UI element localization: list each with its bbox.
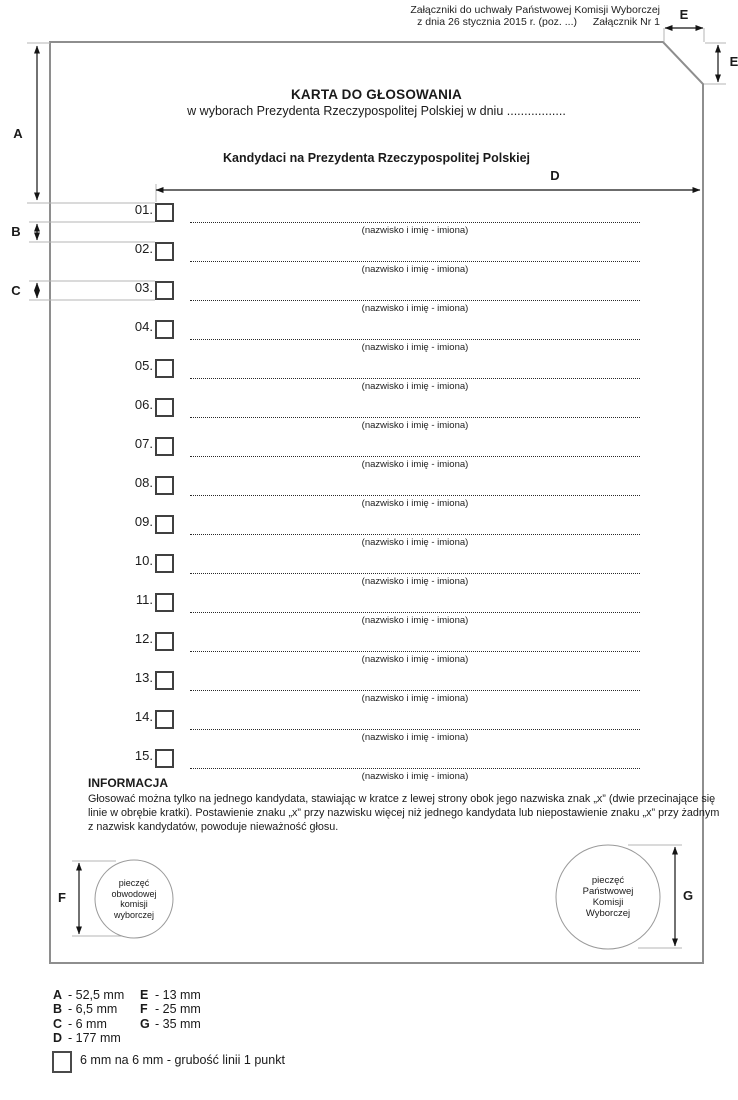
candidate-name-line <box>190 635 640 652</box>
candidate-name-caption: (nazwisko i imię - imiona) <box>361 459 469 470</box>
candidate-checkbox[interactable] <box>155 242 174 261</box>
legend-row <box>140 988 201 1002</box>
candidate-row <box>100 274 645 313</box>
legend-value: - 6,5 mm <box>68 1002 118 1017</box>
dim-label-f: F <box>58 890 66 905</box>
candidate-number: 07. <box>134 436 153 451</box>
candidate-name-line <box>190 245 640 262</box>
legend-value: - 177 mm <box>68 1031 121 1046</box>
candidate-name-line <box>190 518 640 535</box>
candidate-name-caption: (nazwisko i imię - imiona) <box>361 537 469 548</box>
header-note-line2: z dnia 26 stycznia 2015 r. (poz. ...) <box>417 16 577 28</box>
candidate-name-line <box>190 752 640 769</box>
candidate-name-line <box>190 557 640 574</box>
candidate-number: 04. <box>134 319 153 334</box>
ballot-subtitle: w wyborach Prezydenta Rzeczypospolitej Polskiej w dniu ................. <box>187 104 566 118</box>
candidate-checkbox[interactable] <box>155 671 174 690</box>
legend-row <box>53 1002 124 1016</box>
legend-letter: D <box>53 1031 63 1046</box>
stamp-right-text-line: Wyborczej <box>585 908 631 919</box>
candidate-checkbox[interactable] <box>155 437 174 456</box>
candidate-name-caption: (nazwisko i imię - imiona) <box>361 225 469 236</box>
candidate-row <box>100 235 645 274</box>
info-text-line: z nazwisk kandydatów, powoduje nieważność głosu. <box>88 821 339 833</box>
candidate-number: 10. <box>134 553 153 568</box>
candidate-row <box>100 742 645 781</box>
candidate-number: 09. <box>134 514 153 529</box>
legend-box-note: 6 mm na 6 mm - grubość linii 1 punkt <box>80 1053 285 1067</box>
candidate-name-line <box>190 401 640 418</box>
candidate-number: 12. <box>134 631 153 646</box>
candidate-row <box>100 508 645 547</box>
candidate-name-caption: (nazwisko i imię - imiona) <box>361 615 469 626</box>
stamp-left-text-line: pieczęć <box>118 878 150 888</box>
candidate-name-caption: (nazwisko i imię - imiona) <box>361 264 469 275</box>
dim-label-b: B <box>11 224 21 239</box>
dim-label-e-side: E <box>729 54 738 69</box>
candidate-checkbox[interactable] <box>155 359 174 378</box>
dim-label-c: C <box>11 283 21 298</box>
stamp-right-text-line: Komisji <box>592 897 624 908</box>
candidate-name-caption: (nazwisko i imię - imiona) <box>361 420 469 431</box>
candidate-name-line <box>190 362 640 379</box>
candidate-row <box>100 352 645 391</box>
stamp-left-label <box>95 860 173 938</box>
dim-label-e-top: E <box>679 7 689 22</box>
stamp-right-text-line: pieczęć <box>591 875 625 886</box>
candidate-row <box>100 430 645 469</box>
candidate-name-line <box>190 284 640 301</box>
info-text-line: Głosować można tylko na jednego kandydata, stawiając w kratce z lewej strony obok jego nazwiska znak „x” (dwie przecinające się <box>88 793 716 805</box>
candidate-name-caption: (nazwisko i imię - imiona) <box>361 771 469 782</box>
candidate-checkbox[interactable] <box>155 632 174 651</box>
legend-letter: F <box>140 1002 148 1017</box>
info-title: INFORMACJA <box>88 776 168 790</box>
candidate-list <box>100 196 645 781</box>
candidate-name-caption: (nazwisko i imię - imiona) <box>361 381 469 392</box>
candidate-checkbox[interactable] <box>155 593 174 612</box>
candidate-checkbox[interactable] <box>155 554 174 573</box>
legend-letter: C <box>53 1016 63 1031</box>
dim-label-d: D <box>550 168 560 183</box>
candidate-checkbox[interactable] <box>155 515 174 534</box>
candidate-checkbox[interactable] <box>155 320 174 339</box>
header-note-line1: Załączniki do uchwały Państwowej Komisji Wyborczej <box>410 4 660 16</box>
candidate-number: 03. <box>134 280 153 295</box>
candidate-number: 02. <box>134 241 153 256</box>
stamp-left-text-line: wyborczej <box>113 909 154 920</box>
candidate-name-line <box>190 674 640 691</box>
ballot-title: KARTA DO GŁOSOWANIA <box>290 87 463 102</box>
stamp-right-text-line: Państwowej <box>582 886 634 897</box>
info-body <box>88 792 720 834</box>
candidate-name-line <box>190 323 640 340</box>
candidate-number: 13. <box>134 670 153 685</box>
legend-row <box>53 1017 124 1031</box>
legend-letter: G <box>140 1016 150 1031</box>
candidate-number: 11. <box>135 592 153 607</box>
candidate-name-caption: (nazwisko i imię - imiona) <box>361 576 469 587</box>
candidate-checkbox[interactable] <box>155 710 174 729</box>
candidate-name-line <box>190 713 640 730</box>
legend-letter: B <box>53 1002 63 1017</box>
stamp-right-label <box>556 845 660 949</box>
legend-row <box>53 988 124 1002</box>
candidate-row <box>100 625 645 664</box>
candidates-heading: Kandydaci na Prezydenta Rzeczypospolitej Polskiej <box>222 151 531 165</box>
legend-value: - 6 mm <box>68 1016 107 1031</box>
candidate-row <box>100 703 645 742</box>
dim-label-g: G <box>682 888 694 903</box>
stamp-left-text-line: obwodowej <box>111 888 157 899</box>
candidate-number: 01. <box>134 202 153 217</box>
legend-letter: E <box>140 988 149 1002</box>
candidate-name-caption: (nazwisko i imię - imiona) <box>361 498 469 509</box>
candidate-row <box>100 547 645 586</box>
legend-sample-checkbox <box>52 1051 72 1073</box>
legend-value: - 52,5 mm <box>68 988 125 1002</box>
attachment-label: Załącznik Nr 1 <box>592 16 660 28</box>
candidate-row <box>100 664 645 703</box>
candidate-number: 05. <box>134 358 153 373</box>
candidate-name-caption: (nazwisko i imię - imiona) <box>361 732 469 743</box>
candidate-row <box>100 469 645 508</box>
candidate-checkbox[interactable] <box>155 476 174 495</box>
candidate-name-caption: (nazwisko i imię - imiona) <box>361 342 469 353</box>
candidate-number: 15. <box>134 748 153 763</box>
info-text-line: linie w obrębie kratki). Postawienie znaku „x” przy nazwisku więcej niż jednego kandydata lub niepostawienie znaku „x” przy żadnym <box>88 807 720 819</box>
legend-column-2 <box>140 988 201 1031</box>
legend-row <box>140 1002 201 1016</box>
candidate-name-caption: (nazwisko i imię - imiona) <box>361 693 469 704</box>
legend-value: - 25 mm <box>155 1002 201 1017</box>
legend-letter: A <box>53 988 63 1002</box>
candidate-name-line <box>190 440 640 457</box>
candidate-name-caption: (nazwisko i imię - imiona) <box>361 654 469 665</box>
candidate-number: 14. <box>134 709 153 724</box>
candidate-name-line <box>190 206 640 223</box>
candidate-name-line <box>190 596 640 613</box>
candidate-checkbox[interactable] <box>155 203 174 222</box>
candidate-name-caption: (nazwisko i imię - imiona) <box>361 303 469 314</box>
candidate-row <box>100 196 645 235</box>
candidate-number: 08. <box>134 475 153 490</box>
candidate-checkbox[interactable] <box>155 749 174 768</box>
legend-row <box>140 1017 201 1031</box>
candidate-row <box>100 313 645 352</box>
candidate-row <box>100 391 645 430</box>
candidate-name-line <box>190 479 640 496</box>
legend-value: - 35 mm <box>155 1016 201 1031</box>
legend-column-1 <box>53 988 124 1046</box>
legend-row <box>53 1031 124 1045</box>
stamp-left-text-line: komisji <box>120 899 148 909</box>
legend-value: - 13 mm <box>155 988 201 1002</box>
candidate-checkbox[interactable] <box>155 281 174 300</box>
dim-label-a: A <box>13 126 23 141</box>
candidate-number: 06. <box>134 397 153 412</box>
candidate-row <box>100 586 645 625</box>
candidate-checkbox[interactable] <box>155 398 174 417</box>
